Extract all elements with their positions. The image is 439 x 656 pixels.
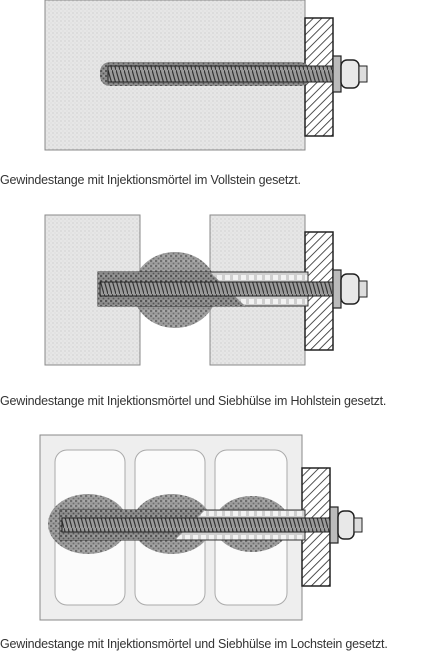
caption-hollow-brick: Gewindestange mit Injektionsmörtel und Siebhülse im Hohlstein gesetzt.	[0, 394, 387, 408]
hex-nut	[341, 274, 359, 304]
rod-end	[359, 281, 367, 297]
threaded-rod	[100, 282, 333, 296]
threaded-rod	[108, 66, 333, 82]
caption-solid-brick: Gewindestange mit Injektionsmörtel im Vollstein gesetzt.	[0, 173, 301, 187]
threaded-rod	[62, 518, 330, 532]
washer	[333, 270, 341, 308]
washer	[333, 56, 341, 92]
figure-perforated-brick	[0, 430, 439, 630]
hex-nut	[341, 60, 359, 88]
caption-perforated-brick: Gewindestange mit Injektionsmörtel und Siebhülse im Lochstein gesetzt.	[0, 637, 388, 651]
figure-hollow-brick	[0, 210, 439, 380]
rod-end	[354, 518, 362, 532]
figure-solid-brick	[0, 0, 439, 170]
rod-end	[359, 66, 367, 82]
hex-nut	[338, 511, 354, 539]
washer	[330, 507, 338, 543]
